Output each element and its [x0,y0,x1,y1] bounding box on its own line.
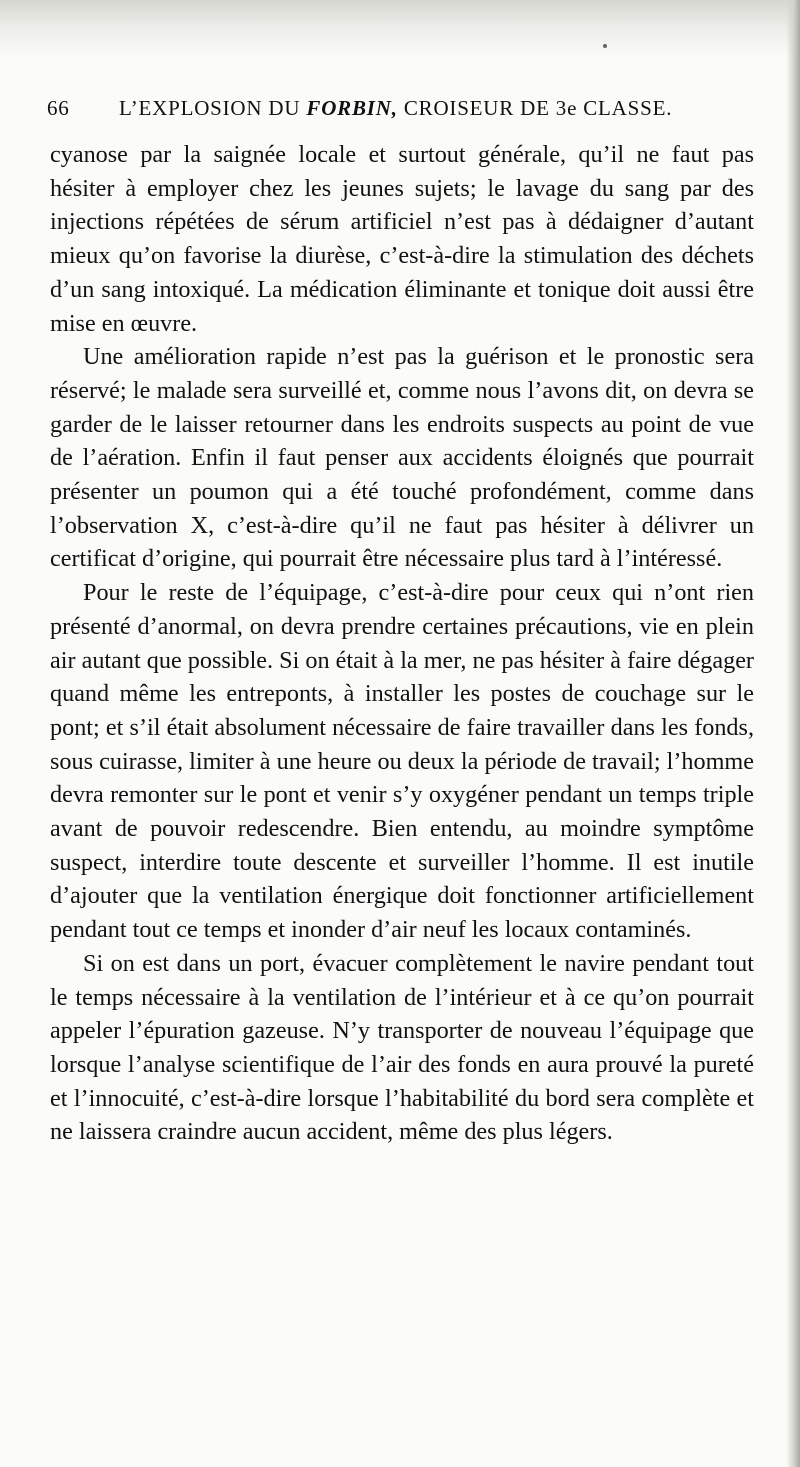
title-prefix: L’EXPLOSION DU [119,96,307,120]
paragraph-2: Une amélioration rapide n’est pas la guérison et le pronostic sera réservé; le malade sera surveillé et, comme nous l’avons dit, on devra se garder de le laisser retourner dans les endroits suspects au point de vue de l’aération. Enfin il faut penser aux accidents éloignés que pourrait présenter un poumon qui a été touché profondément, comme dans l’observation X, c’est-à-dire qu’il ne faut pas hésiter à délivrer un certificat d’origine, qui pourrait être nécessaire plus tard à l’intéressé. [50,343,754,573]
paragraph-4: Si on est dans un port, évacuer complètement le navire pendant tout le temps nécessaire à la ventilation de l’intérieur et à ce qu’on pourrait appeler l’épuration gazeuse. N’y transporter de nouveau l’équipage que lorsque l’analyse scientifique de l’air des fonds en aura prouvé la pureté et l’innocuité, c’est-à-dire lorsque l’habitabilité du bord sera complète et ne laissera craindre aucun accident, même des plus légers. [50,949,754,1146]
paragraph-3: Pour le reste de l’équipage, c’est-à-dire pour ceux qui n’ont rien présenté d’anormal, on devra prendre certaines précautions, vie en plein air autant que possible. Si on était à la mer, ne pas hésiter à faire dégager quand même les entreponts, à installer les postes de couchage sur le pont; et s’il était absolument nécessaire de faire travailler dans les fonds, sous cuirasse, limiter à une heure ou deux la période de travail; l’homme devra remonter sur le pont et venir s’y oxygéner pendant un temps triple avant de pouvoir redescendre. Bien entendu, au moindre symptôme suspect, interdire toute descente et surveiller l’homme. Il est inutile d’ajouter que la ventilation énergique doit fonctionner artificiellement pendant tout ce temps et inonder d’air neuf les locaux contaminés. [50,579,754,944]
paragraph-1: cyanose par la saignée locale et surtout générale, qu’il ne faut pas hésiter à employer chez les jeunes sujets; le lavage du sang par des injections répétées de sérum artificiel n’est pas à dédaigner d’autant mieux qu’on favorise la diurèse, c’est-à-dire la stimulation des déchets d’un sang intoxiqué. La médication éliminante et tonique doit aussi être mise en œuvre. [50,141,754,337]
running-title [119,96,672,121]
scan-right-edge [786,0,800,1467]
body-text [50,138,754,1149]
scan-speck [603,44,607,48]
ship-name: FORBIN, [306,96,398,120]
page-header [47,96,747,132]
scan-top-shadow [0,0,800,58]
page-number: 66 [47,96,70,120]
title-suffix: CROISEUR DE 3e CLASSE. [397,96,673,120]
